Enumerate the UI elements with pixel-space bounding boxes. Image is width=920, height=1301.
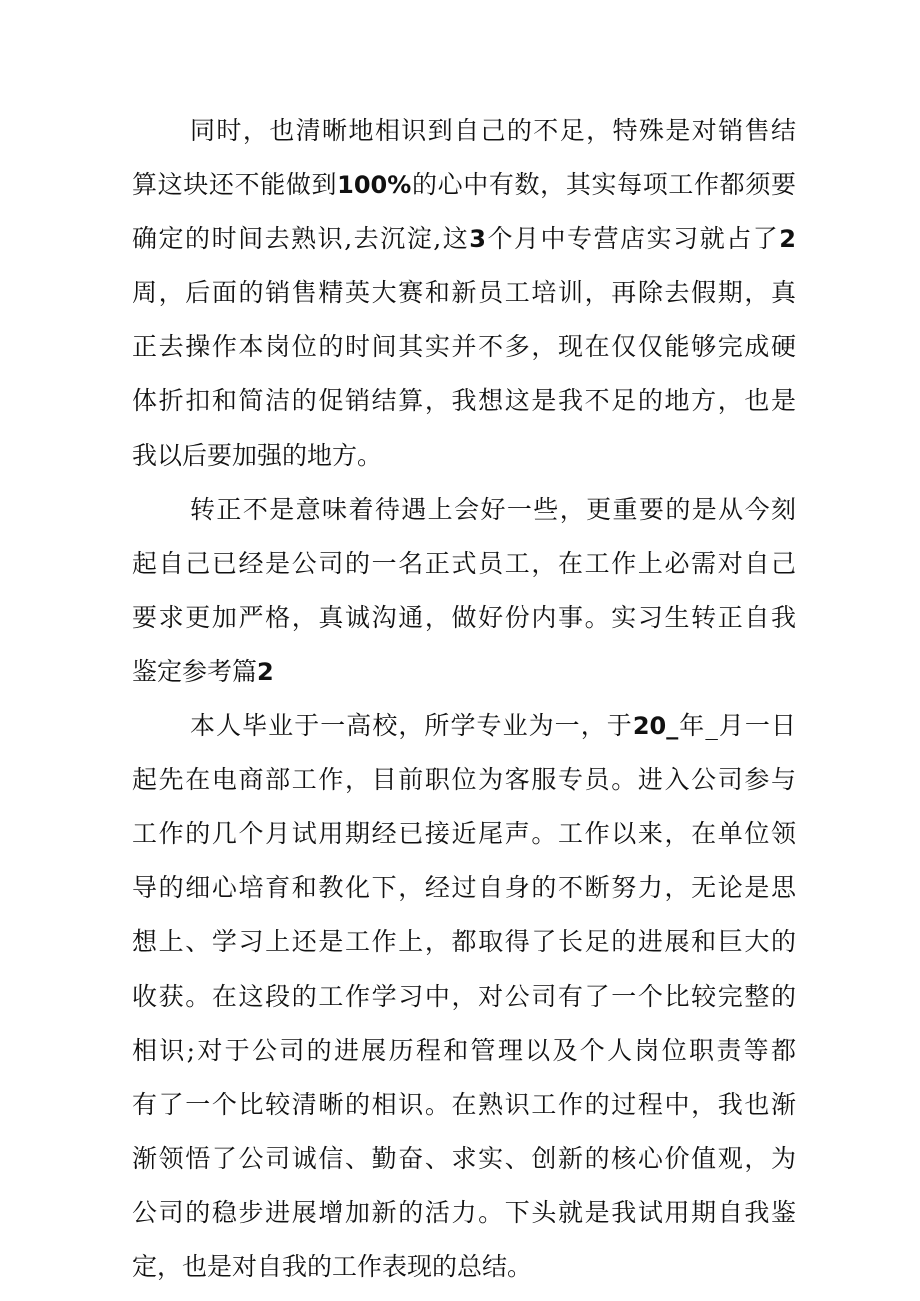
text-line: 我以后要加强的地方。 [132,440,383,470]
paragraph-3 [132,699,796,1294]
text-line: 导的细心培育和教化下，经过自身的不断努力，无论是思 [132,873,796,903]
text-line: 算这块还不能做到100%的心中有数，其实每项工作都须要 [132,170,796,200]
text-line: 相识;对于公司的进展历程和管理以及个人岗位职责等都 [132,1035,796,1065]
text-line: 有了一个比较清晰的相识。在熟识工作的过程中，我也渐 [132,1089,796,1119]
document-body [132,104,796,1294]
text-line: 渐领悟了公司诚信、勤奋、求实、创新的核心价值观，为 [132,1143,796,1173]
text-line: 同时，也清晰地相识到自己的不足，特殊是对销售结 [190,116,796,145]
text-line: 本人毕业于一高校，所学专业为一，于20_年_月一日 [190,711,796,741]
text-line: 鉴定参考篇2 [132,656,274,686]
text-line: 工作的几个月试用期经已接近尾声。工作以来，在单位领 [132,819,796,849]
text-line: 要求更加严格，真诚沟通，做好份内事。实习生转正自我 [132,602,796,632]
text-line: 周，后面的销售精英大赛和新员工培训，再除去假期，真 [132,278,796,308]
text-line: 正去操作本岗位的时间其实并不多，现在仅仅能够完成硬 [132,332,796,362]
text-line: 体折扣和简洁的促销结算，我想这是我不足的地方，也是 [132,386,796,416]
text-line: 收获。在这段的工作学习中，对公司有了一个比较完整的 [132,981,796,1011]
paragraph-2 [132,483,796,699]
text-line: 定，也是对自我的工作表现的总结。 [132,1251,533,1281]
text-line: 起自己已经是公司的一名正式员工，在工作上必需对自己 [132,548,796,578]
text-line: 确定的时间去熟识,去沉淀,这3个月中专营店实习就占了2 [132,224,796,254]
text-line: 起先在电商部工作，目前职位为客服专员。进入公司参与 [132,765,796,795]
text-line: 想上、学习上还是工作上，都取得了长足的进展和巨大的 [132,927,796,957]
paragraph-1 [132,104,796,483]
text-line: 公司的稳步进展增加新的活力。下头就是我试用期自我鉴 [132,1197,796,1227]
text-line: 转正不是意味着待遇上会好一些，更重要的是从今刻 [190,494,796,524]
